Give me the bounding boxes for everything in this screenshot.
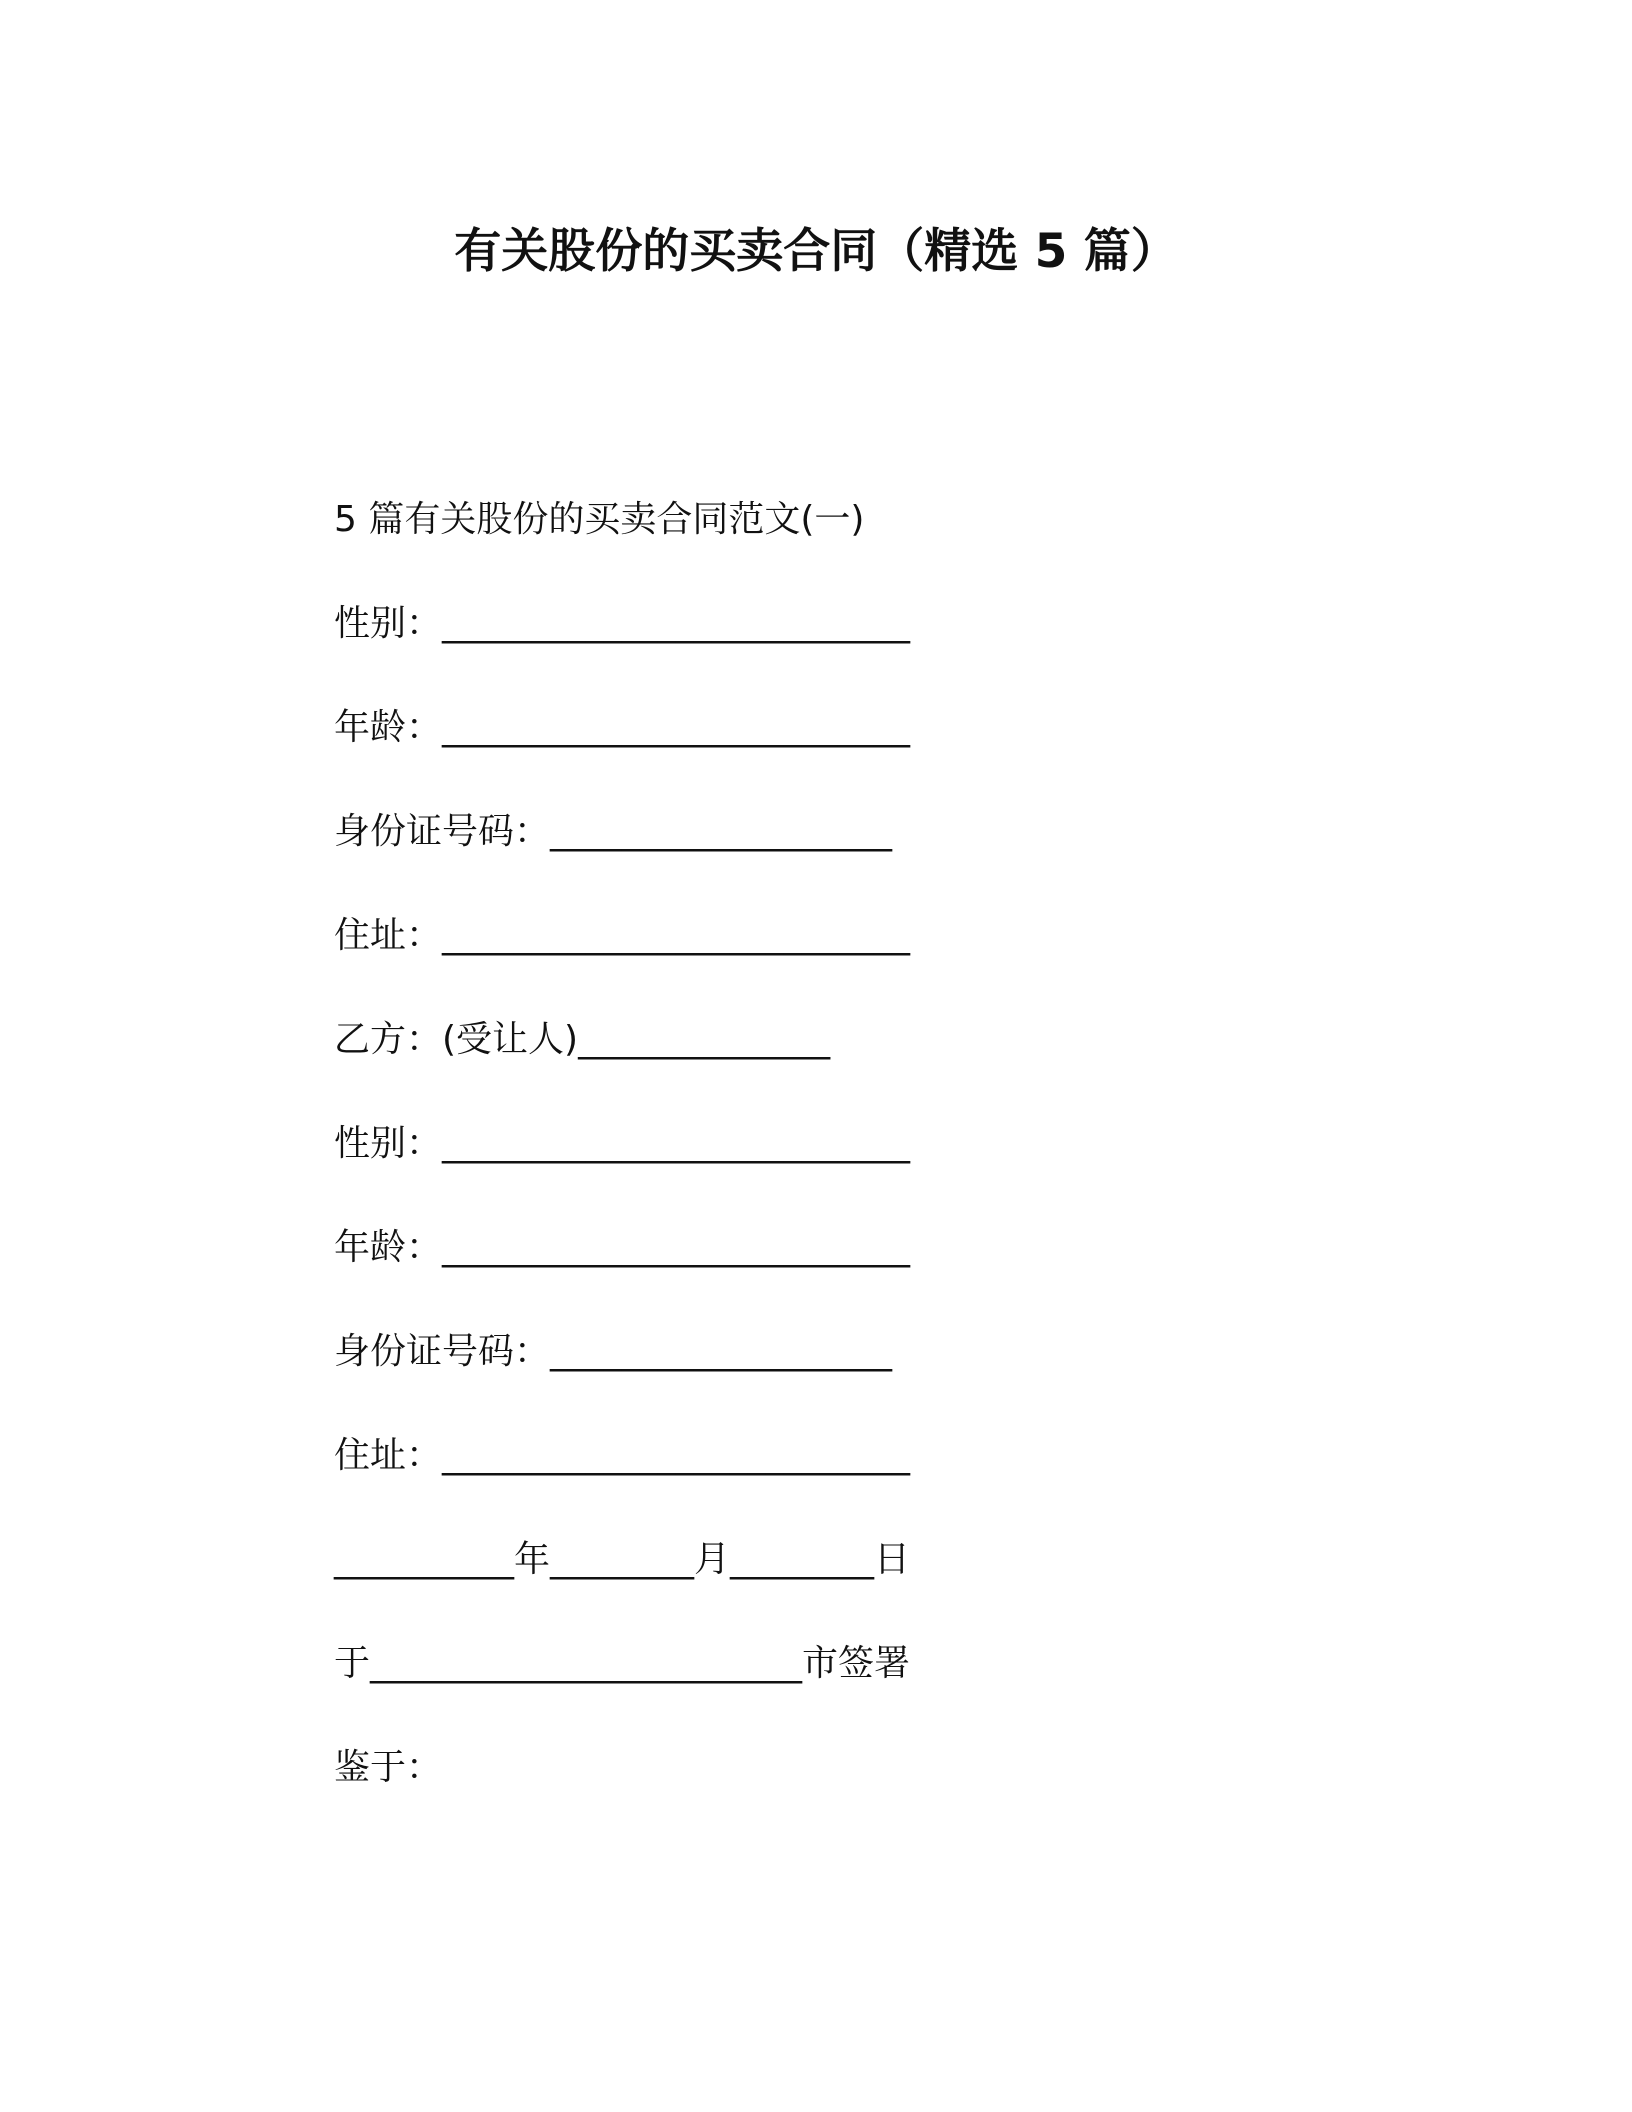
date-line: __________年________月________日 bbox=[334, 1539, 910, 1580]
signing-city-line: 于________________________市签署 bbox=[334, 1643, 911, 1684]
age-field-party-a: 年龄：__________________________ bbox=[334, 707, 911, 748]
section-heading: 5 篇有关股份的买卖合同范文(一) bbox=[334, 499, 865, 540]
id-number-field-party-a: 身份证号码：___________________ bbox=[334, 811, 893, 852]
gender-field-party-a: 性别：__________________________ bbox=[334, 603, 911, 644]
document-title: 有关股份的买卖合同（精选 5 篇） bbox=[454, 224, 1178, 279]
whereas-heading: 鉴于： bbox=[334, 1747, 443, 1788]
age-field-party-b: 年龄：__________________________ bbox=[334, 1227, 911, 1268]
address-field-party-a: 住址：__________________________ bbox=[334, 915, 911, 956]
id-number-field-party-b: 身份证号码：___________________ bbox=[334, 1331, 893, 1372]
address-field-party-b: 住址：__________________________ bbox=[334, 1435, 911, 1476]
gender-field-party-b: 性别：__________________________ bbox=[334, 1123, 911, 1164]
party-b-field: 乙方：(受让人)______________ bbox=[334, 1019, 831, 1060]
document-body bbox=[334, 490, 1334, 1842]
